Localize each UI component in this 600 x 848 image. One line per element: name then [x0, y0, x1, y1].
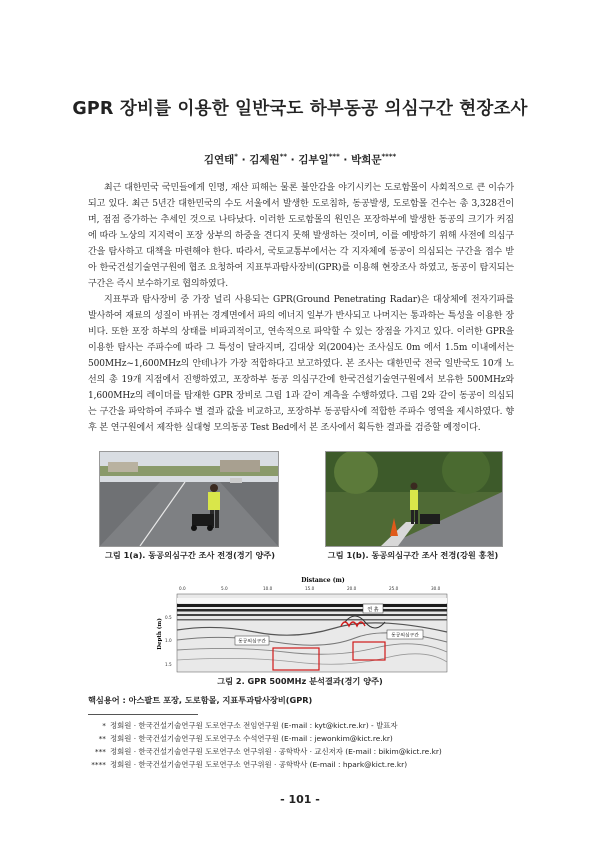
x-tick-label: 20.0 — [347, 586, 357, 591]
cavity-label-left: 동공의심구간 — [238, 639, 266, 645]
page-number: - 101 - — [280, 793, 320, 806]
paragraph: 최근 대한민국 국민들에게 인명, 재산 피해는 물론 불안감을 야기시키는 도로함몰이 사회적으로 큰 이슈가 되고 있다. 최근 5년간 대한민국의 수도 서울에서 발생한 도로침하, 동공발생, 도로함몰 건수는 총 3,328건이며, 점점 증가하는 추세인 것으로 나타났다. 이러한 도로함몰의 원인은 포장하부에 발생한 동공의 크기가 커짐에 따라 노상의 지지력이 포장 상부의 하중을 견디지 못해 발생하는 것이며, 이를 예방하기 위해 사전에 의심구간을 탐사하고 대책을 마련해야 한다. 따라서, 국토교통부에서는 각 지자체에 동공이 의심되는 구간을 접수 받아 한국건설기술연구원에 협조 요청하여 지표투과탐사장비(GPR)를 이용해 현장조사 하였고, 동공이 탐지되는 구간은 즉시 보수하기로 협의하였다. — [88, 183, 514, 289]
author-separator: · — [339, 154, 352, 166]
paragraph: 지표투과 탐사장비 중 가장 널리 사용되는 GPR(Ground Penetrating Radar)은 대상체에 전자기파를 발사하여 재료의 성질이 바뀌는 경계면에서 파의 에너지 일부가 반사되고 나머지는 통과하는 특성을 이용한 장비다. 또한 포장 하부의 상태를 비파괴적이고, 연속적으로 파악할 수 있는 장점을 가지고 있다. 이러한 GPR을 이용한 탐사는 주파수에 따라 그 특성이 달라지며, 김대상 외(2004)는 조사심도 0m 에서 1.5m 이내에서는 500MHz~1,600MHz의 안테나가 가장 적합하다고 보고하였다. 본 조사는 대한민국 전국 일반국도 10개 노선의 총 19개 지점에서 진행하였고, 포장하부 동공 의심구간에 한국건설기술연구원에서 보유한 500MHz와 1,600MHz의 레이더를 탑재한 GPR 장비로 그림 1과 같이 계측을 수행하였다. 그림 2와 같이 동공이 의심되는 구간을 파악하여 주파수 별 결과 값을 비교하고, 포장하부 동공탐사에 적합한 주파수 영역을 제시하였다. 향후 본 연구원에서 제작한 실대형 모의동공 Test Bed에서 본 조사에서 획득한 결과를 검증할 예정이다. — [88, 295, 514, 433]
pipe-label: 연 흙 — [367, 607, 379, 613]
figure-2 — [155, 574, 455, 674]
footnote — [80, 759, 407, 770]
keywords: 핵심용어 : 아스팔트 포장, 도로함몰, 지표투과탐사장비(GPR) — [88, 695, 313, 705]
footnote-text: 정회원 · 한국건설기술연구원 도로연구소 연구위원 · 공학박사 (E-mail : hpark@kict.re.kr) — [110, 760, 408, 769]
road-survey-photo-b — [326, 452, 502, 546]
footnote-mark: * — [102, 721, 106, 730]
x-tick-label: 10.0 — [263, 586, 273, 591]
body-text — [88, 180, 514, 436]
author-name: 김제원 — [249, 154, 280, 166]
figure-1b-photo — [325, 451, 503, 547]
figure-1a-caption: 그림 1(a). 동공의심구간 조사 전경(경기 양주) — [104, 550, 276, 560]
paper-title: GPR 장비를 이용한 일반국도 하부동공 의심구간 현장조사 — [72, 99, 528, 119]
y-axis-title: Depth (m) — [157, 618, 163, 650]
x-axis-title: Distance (m) — [301, 577, 345, 584]
road-survey-photo-a — [100, 452, 278, 546]
footnote-text: 정회원 · 한국건설기술연구원 도로연구소 전임연구원 (E-mail : kyt@kict.re.kr) - 발표자 — [110, 721, 398, 730]
footnote-mark: ** — [98, 734, 106, 743]
y-tick-label: 0.5 — [165, 615, 172, 620]
x-tick-label: 0.0 — [179, 586, 186, 591]
author-mark: ** — [279, 152, 288, 161]
author-mark: * — [234, 152, 238, 161]
author-name: 김부일 — [298, 154, 329, 166]
author-list — [0, 152, 600, 167]
author-separator: · — [237, 154, 250, 166]
footnote — [80, 720, 398, 731]
footnote — [80, 746, 442, 757]
figure-1b-caption: 그림 1(b). 동공의심구간 조사 전경(강원 홍천) — [327, 550, 499, 560]
author-mark: *** — [328, 152, 340, 161]
y-tick-label: 1.0 — [165, 638, 172, 643]
author-name: 박희문 — [351, 154, 382, 166]
x-tick-label: 30.0 — [431, 586, 441, 591]
footnote-text: 정회원 · 한국건설기술연구원 도로연구소 연구위원 · 공학박사 · 교신저자 (E-mail : bikim@kict.re.kr) — [110, 747, 442, 756]
x-tick-label: 15.0 — [305, 586, 315, 591]
cavity-label-right: 동공의심구간 — [391, 633, 419, 639]
figure-1a-photo — [99, 451, 279, 547]
x-tick-label: 25.0 — [389, 586, 399, 591]
y-axis-ticks — [165, 615, 172, 667]
author-mark: **** — [381, 152, 397, 161]
gpr-radargram — [155, 574, 455, 674]
footnote-mark: *** — [94, 747, 106, 756]
author-name: 김연태 — [203, 154, 235, 166]
figure-2-caption: 그림 2. GPR 500MHz 분석결과(경기 양주) — [217, 676, 383, 686]
y-tick-label: 1.5 — [165, 662, 172, 667]
footnote — [80, 733, 393, 744]
footnote-mark: **** — [91, 760, 106, 769]
x-tick-label: 5.0 — [221, 586, 228, 591]
footnote-divider — [88, 714, 198, 715]
footnote-text: 정회원 · 한국건설기술연구원 도로연구소 수석연구원 (E-mail : jewonkim@kict.re.kr) — [110, 734, 393, 743]
author-separator: · — [287, 154, 299, 166]
x-axis-ticks — [179, 586, 441, 591]
